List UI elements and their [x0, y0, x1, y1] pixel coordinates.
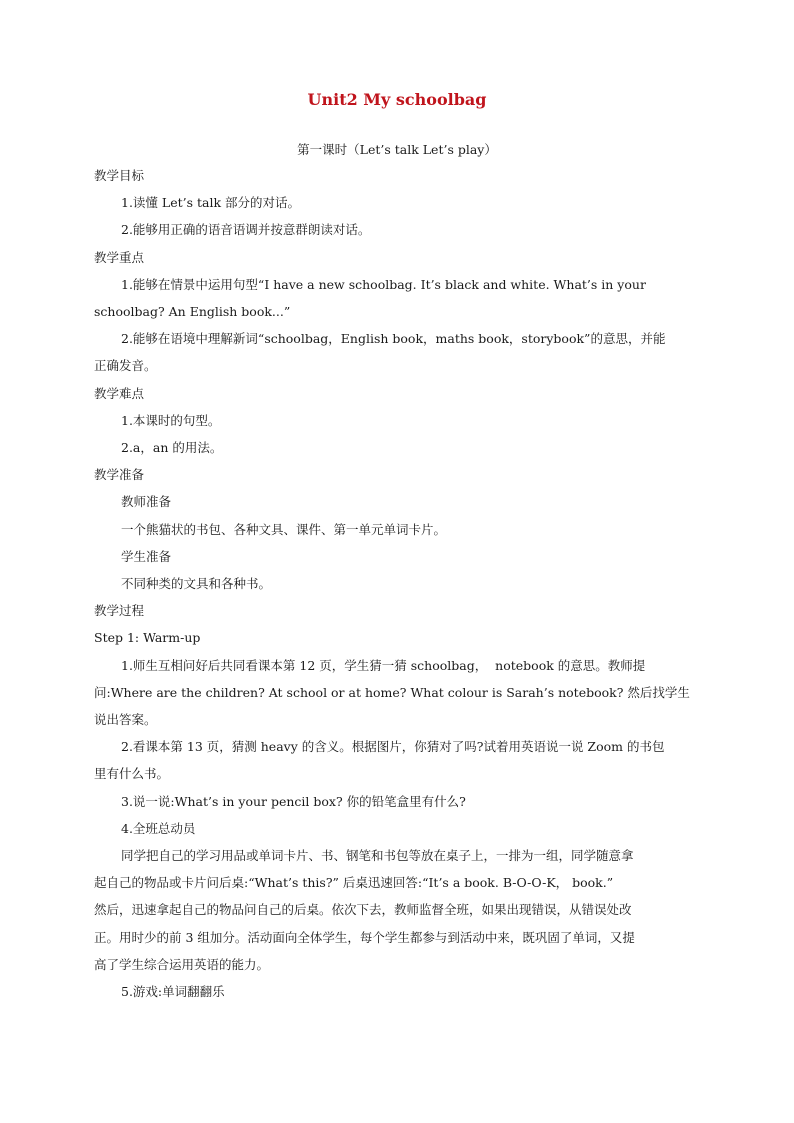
- body-line: 1.本课时的句型。: [121, 412, 221, 428]
- body-line: Step 1: Warm-up: [94, 630, 201, 646]
- section-heading: 教学难点: [94, 385, 145, 401]
- lesson-subtitle: 第一课时（Let’s talk Let’s play）: [297, 142, 497, 157]
- document-title: Unit2 My schoolbag: [307, 90, 487, 109]
- body-line: 1.能够在情景中运用句型“I have a new schoolbag. It’s black and white. What’s in your: [121, 276, 646, 292]
- body-line: 正确发音。: [94, 358, 157, 374]
- body-line: 同学把自己的学习用品或单词卡片、书、钢笔和书包等放在桌子上，一排为一组，同学随意拿: [121, 848, 634, 864]
- body-line: 4.全班总动员: [121, 820, 196, 836]
- body-line: 高了学生综合运用英语的能力。: [94, 956, 270, 972]
- section-heading: 教学重点: [94, 249, 145, 265]
- section-heading: 教学目标: [94, 168, 145, 183]
- body-line: 起自己的物品或卡片问后桌:“What’s this?” 后桌迅速回答:“It’s a book. B-O-O-K， book.”: [94, 875, 614, 891]
- body-line: schoolbag? An English book...”: [94, 304, 291, 320]
- body-line: 1.读懂 Let’s talk 部分的对话。: [121, 195, 301, 211]
- body-line: 1.师生互相问好后共同看课本第 12 页，学生猜一猜 schoolbag， notebook 的意思。教师提: [121, 657, 646, 673]
- body-line: 学生准备: [121, 548, 172, 564]
- body-line: 不同种类的文具和各种书。: [121, 576, 272, 592]
- body-line: 然后，迅速拿起自己的物品问自己的后桌。依次下去，教师监督全班，如果出现错误，从错误处改: [94, 902, 632, 918]
- section-heading: 教学过程: [94, 603, 145, 619]
- body-line: 2.能够在语境中理解新词“schoolbag，English book，maths book，storybook”的意思，并能: [121, 331, 666, 347]
- body-line: 2.a，an 的用法。: [121, 440, 223, 456]
- body-line: 5.游戏:单词翻翻乐: [121, 984, 225, 1000]
- body-line: 教师准备: [121, 494, 172, 510]
- section-heading: 教学准备: [94, 467, 145, 483]
- body-line: 说出答案。: [94, 712, 157, 728]
- body-line: 2.能够用正确的语音语调并按意群朗读对话。: [121, 222, 371, 238]
- lesson-body: [94, 162, 700, 1005]
- body-line: 2.看课本第 13 页，猜测 heavy 的含义。根据图片，你猜对了吗?试着用英语说一说 Zoom 的书包: [121, 739, 665, 755]
- body-line: 问:Where are the children? At school or at home? What colour is Sarah’s notebook? 然后找学生: [94, 684, 690, 700]
- body-line: 3.说一说:What’s in your pencil box? 你的铅笔盒里有什么?: [121, 793, 466, 809]
- body-line: 正。用时少的前 3 组加分。活动面向全体学生，每个学生都参与到活动中来，既巩固了单词，又提: [94, 929, 635, 945]
- body-line: 里有什么书。: [94, 766, 170, 782]
- body-line: 一个熊猫状的书包、各种文具、课件、第一单元单词卡片。: [121, 521, 447, 537]
